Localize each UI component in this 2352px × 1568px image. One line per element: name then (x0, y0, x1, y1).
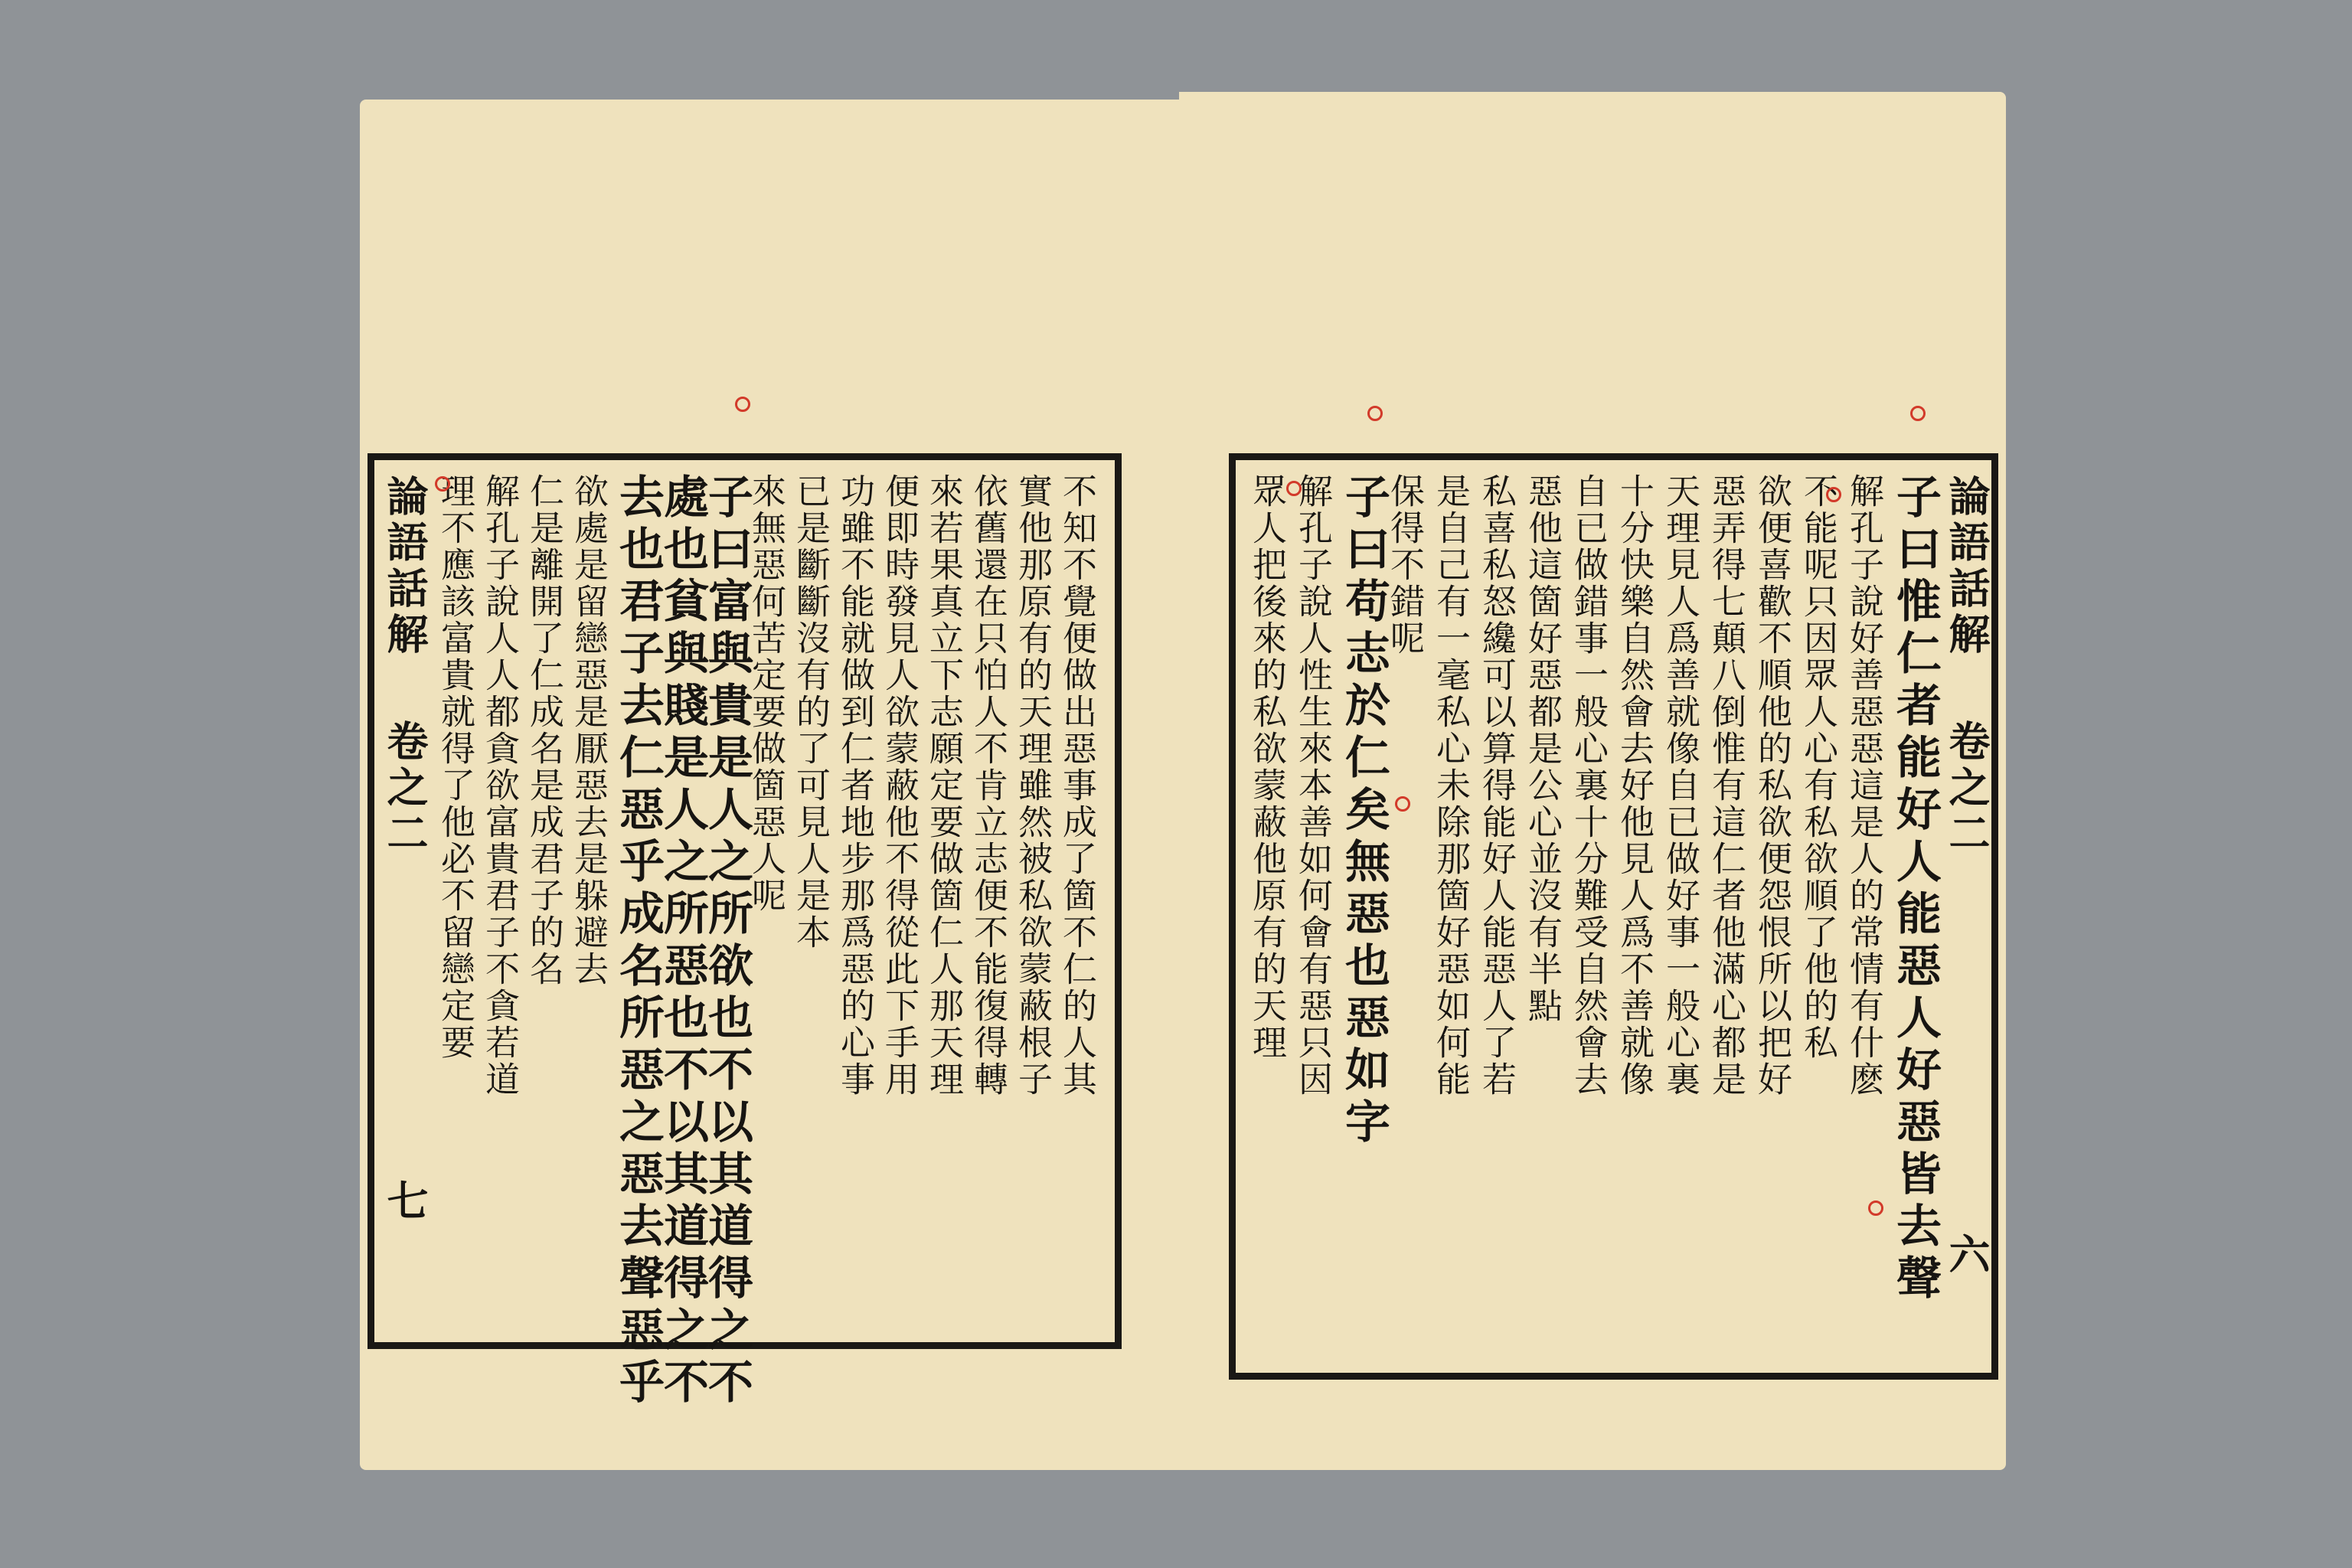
right-margin-title: 論語話解 (1942, 475, 1991, 658)
commentary-column: 仁是離開了仁成名是成君子的名 (524, 473, 564, 988)
commentary-column: 便即時發見人欲蒙蔽他不得從此下手用 (879, 473, 920, 1098)
commentary-column: 不知不覺便做出惡事成了箇不仁的人其 (1057, 473, 1097, 1098)
left-margin-volume: 卷之二 (381, 720, 430, 858)
main-text-column: 子曰惟仁者能好人能惡人好惡皆去聲 (1889, 473, 1942, 1306)
commentary-column: 欲便喜歡不順他的私欲便怨恨所以把好 (1752, 473, 1792, 1098)
right-margin (1937, 467, 1998, 1363)
commentary-column: 惡弄得七顛八倒惟有這仁者他滿心都是 (1706, 473, 1746, 1098)
red-circle-mark (435, 476, 450, 492)
commentary-column: 解孔子說人性生來本善如何會有惡只因 (1292, 473, 1333, 1098)
left-margin-title: 論語話解 (381, 475, 430, 658)
commentary-column: 十分快樂自然會去好他見人爲不善就像 (1614, 473, 1655, 1098)
right-page (1179, 92, 2006, 1470)
commentary-column: 功雖不能就做到仁者地步那爲惡的心事 (835, 473, 875, 1098)
commentary-column: 欲處是留戀惡是厭惡去是躲避去 (568, 473, 609, 988)
red-circle-mark (1868, 1200, 1883, 1216)
main-text-column: 去也君子去仁惡乎成名所惡之惡去聲惡乎 (612, 473, 665, 1410)
commentary-column: 是自己有一毫私心未除那箇好惡如何能 (1430, 473, 1471, 1098)
left-margin-folio: 七 (381, 1179, 430, 1225)
commentary-column: 來若果真立下志願定要做箇仁人那天理 (923, 473, 964, 1098)
red-circle-mark (1910, 406, 1926, 421)
right-margin-volume: 卷之二 (1942, 720, 1991, 858)
commentary-column: 理不應該富貴就得了他必不留戀定要 (435, 473, 475, 1061)
commentary-column: 保得不錯呢 (1384, 473, 1425, 657)
commentary-column: 自已做錯事一般心裏十分難受自然會去 (1568, 473, 1609, 1098)
commentary-column: 解孔子說好善惡惡這是人的常情有什麽 (1844, 473, 1884, 1098)
left-margin (375, 467, 436, 1332)
commentary-column: 不能呢只因眾人心有私欲順了他的私 (1798, 473, 1838, 1061)
commentary-column: 眾人把後來的私欲蒙蔽他原有的天理 (1246, 473, 1287, 1061)
commentary-column: 已是斷斷沒有的了可見人是本 (790, 473, 831, 951)
main-text-column: 處也貧與賤是人之所惡也不以其道得之不 (656, 473, 709, 1410)
red-circle-mark (1286, 481, 1302, 496)
right-margin-folio: 六 (1942, 1233, 1991, 1279)
red-circle-mark (735, 397, 750, 412)
commentary-column: 來無惡何苦定要做箇惡人呢 (746, 473, 786, 914)
main-text-column: 子曰苟志於仁矣無惡也惡如字 (1338, 473, 1390, 1150)
commentary-column: 天理見人爲善就像自已做好事一般心裏 (1660, 473, 1700, 1098)
commentary-column: 私喜私怒纔可以算得能好人能惡人了若 (1476, 473, 1517, 1098)
red-circle-mark (1395, 796, 1410, 812)
red-circle-mark (1826, 487, 1841, 502)
commentary-column: 惡他這箇好惡都是公心並沒有半點 (1522, 473, 1563, 1024)
red-circle-mark (1367, 406, 1383, 421)
main-text-column: 子曰富與貴是人之所欲也不以其道得之不 (701, 473, 753, 1410)
commentary-column: 依舊還在只怕人不肯立志便不能復得轉 (968, 473, 1008, 1098)
left-page (360, 100, 1179, 1470)
commentary-column: 實他那原有的天理雖然被私欲蒙蔽根子 (1012, 473, 1053, 1098)
commentary-column: 解孔子說人人都貪欲富貴君子不貪若道 (479, 473, 520, 1098)
